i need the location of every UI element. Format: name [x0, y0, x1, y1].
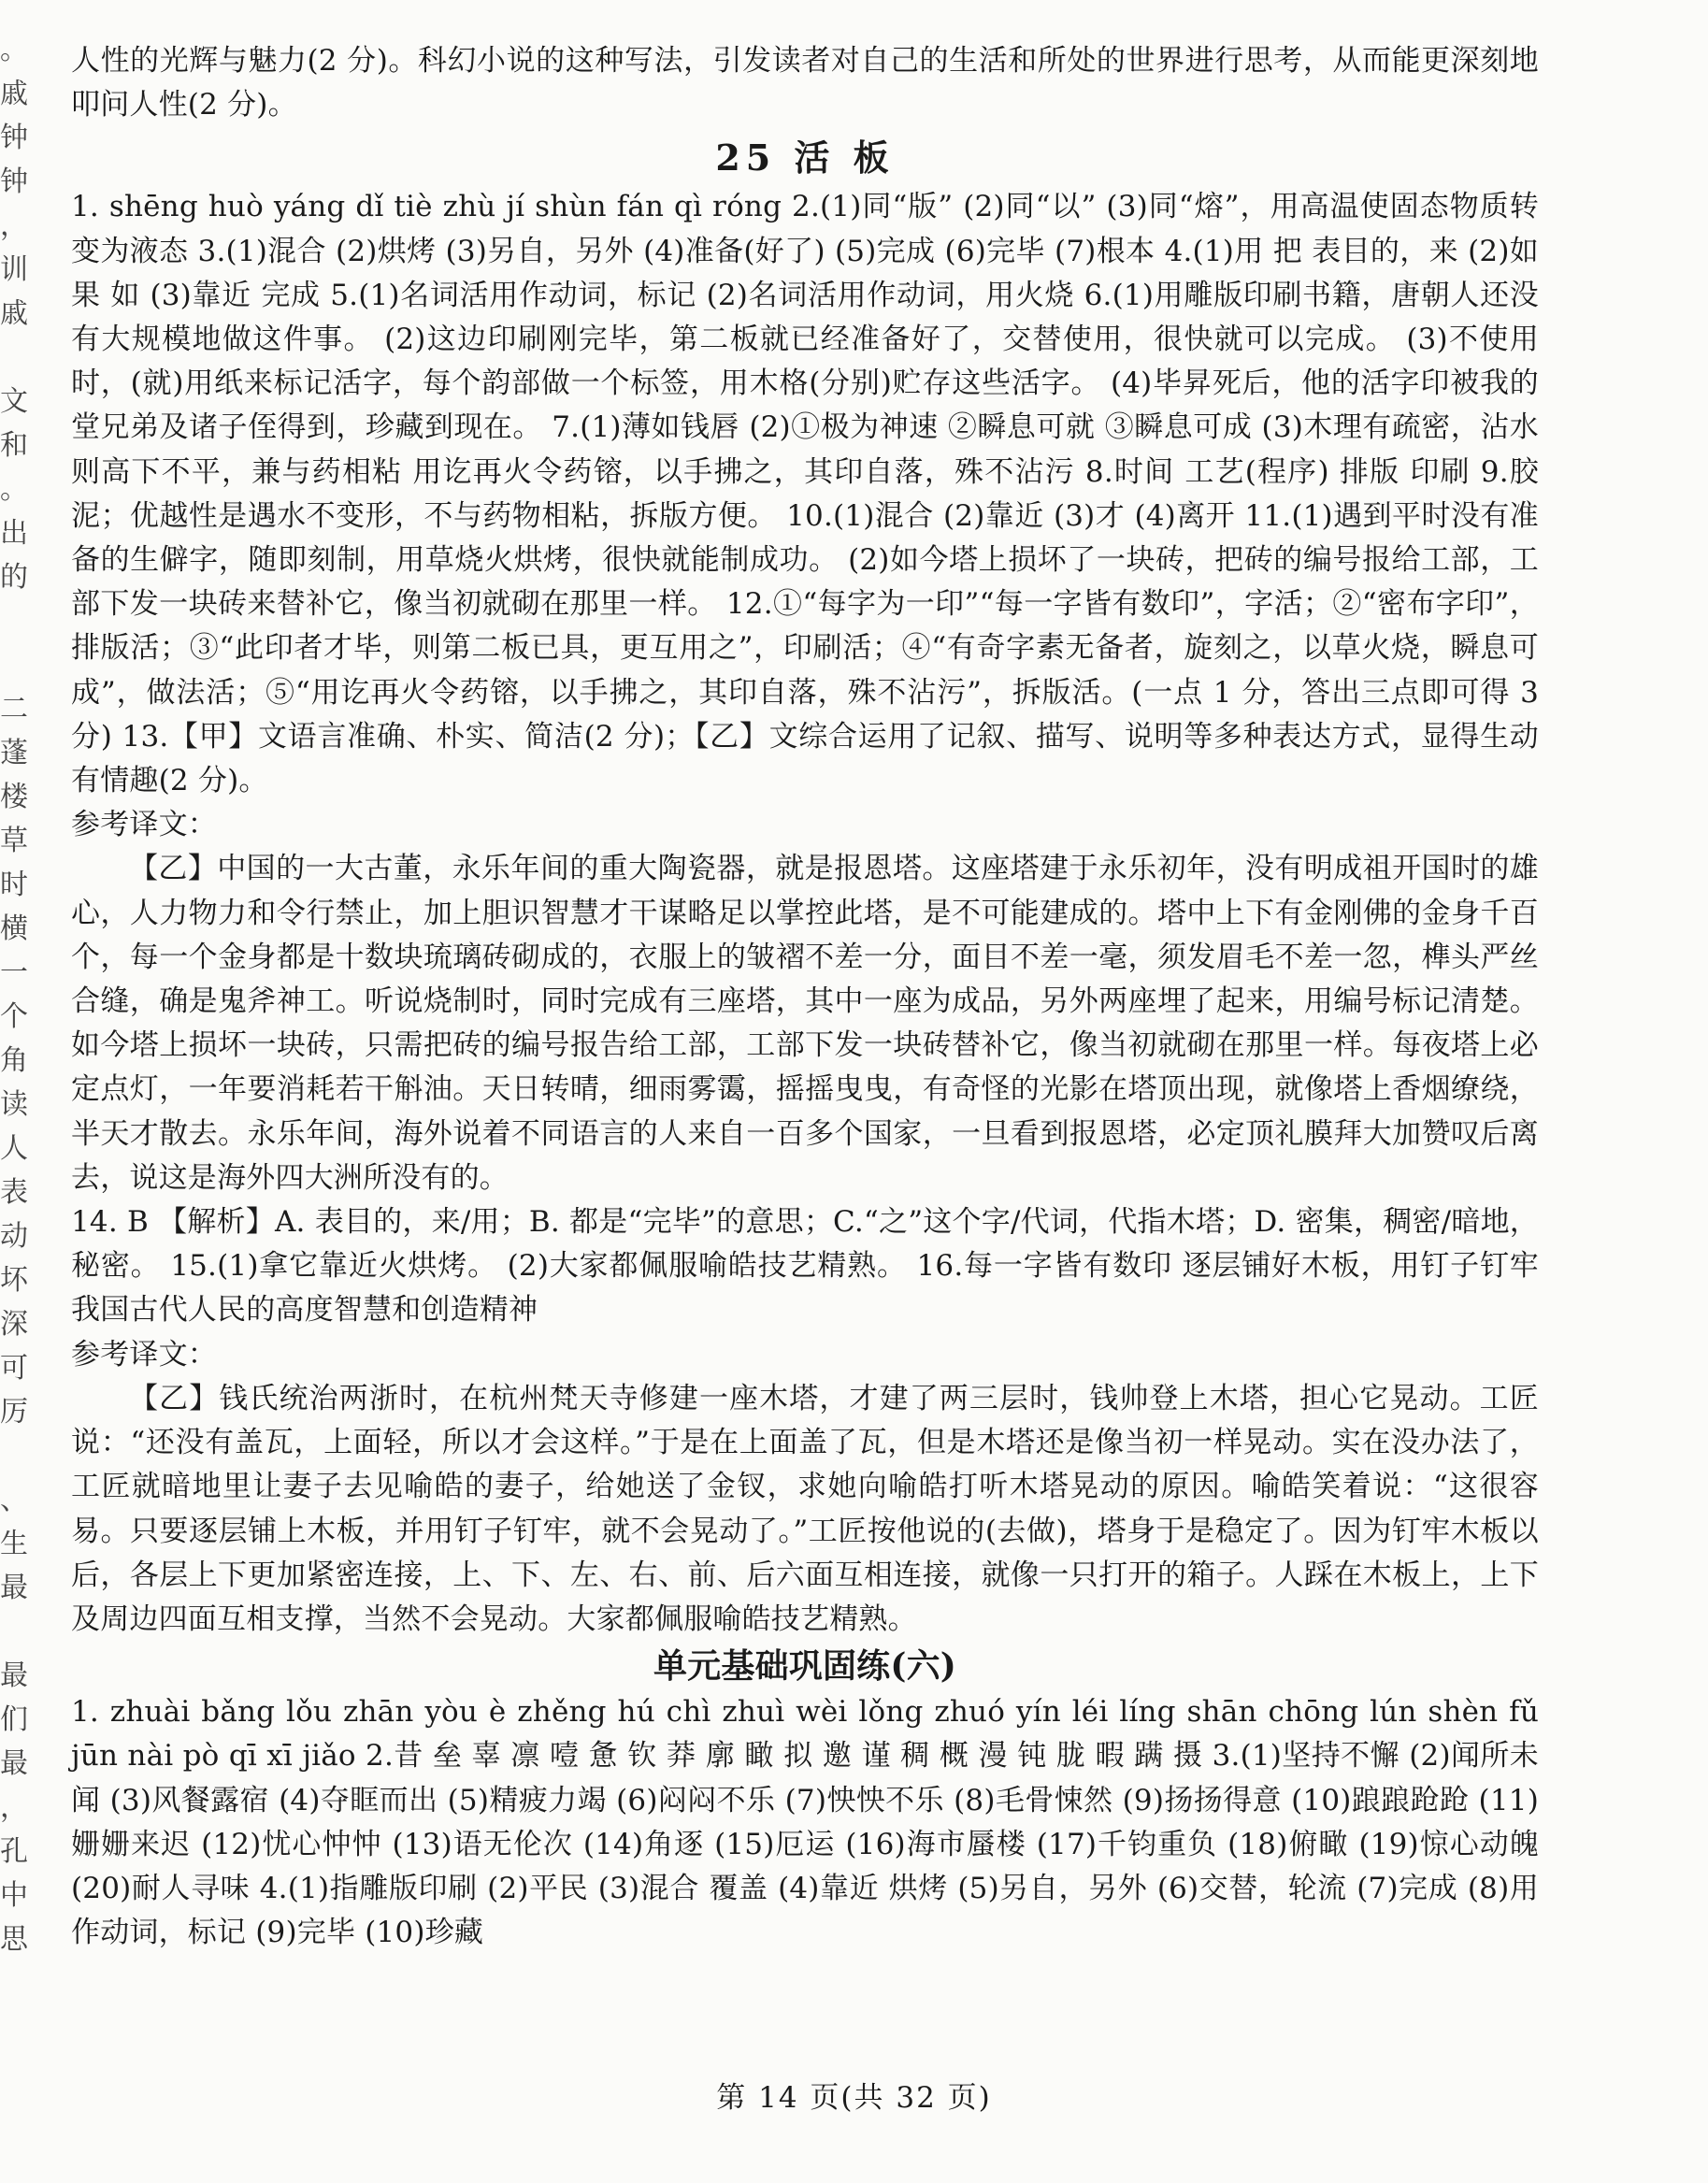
margin-fragment [0, 336, 24, 380]
margin-fragment [0, 1610, 24, 1654]
margin-fragment [0, 643, 24, 687]
margin-fragment: 横 [0, 912, 28, 945]
margin-fragment: 个 [0, 1000, 28, 1033]
margin-fragment: 钟 [0, 122, 28, 154]
margin-fragment: 和 [0, 429, 28, 462]
margin-fragment: ， [0, 209, 28, 242]
margin-fragment: 厉 [0, 1396, 28, 1429]
margin-fragment: 出 [0, 517, 28, 550]
margin-fragment: 训 [0, 253, 28, 286]
section-25-title: 25 活 板 [715, 136, 895, 180]
margin-fragment: 二 [0, 693, 28, 725]
translation-label-1: 参考译文： [71, 808, 217, 842]
margin-fragment: 最 [0, 1572, 28, 1604]
margin-fragment: 蓬 [0, 737, 28, 769]
margin-fragment: 表 [0, 1176, 28, 1209]
margin-fragment: 。 [0, 473, 28, 506]
margin-fragment: 楼 [0, 781, 28, 813]
margin-fragment: 可 [0, 1352, 28, 1385]
margin-fragment: 戚 [0, 78, 28, 110]
section-25-answers-14-16: 14. B 【解析】A. 表目的，来/用；B. 都是“完毕”的意思；C.“之”这个字/代词，代指木塔；D. 密集，稠密/暗地，秘密。 15.(1)拿它靠近火烘烤。 (2)大家都佩服喻皓技艺精熟。 16.每一字皆有数印 逐层铺好木板，用钉子钉牢 我国古代人民的高度智慧和创造精神 [71, 1205, 1539, 1328]
unit-6-title: 单元基础巩固练(六) [653, 1646, 957, 1687]
margin-fragment: 动 [0, 1220, 28, 1253]
margin-fragment: 草 [0, 825, 28, 857]
margin-fragment: 中 [0, 1879, 28, 1912]
margin-fragment: 一 [0, 956, 28, 989]
translation-1: 【乙】中国的一大古董，永乐年间的重大陶瓷器，就是报恩塔。这座塔建于永乐初年，没有明成祖开国时的雄心，人力物力和令行禁止，加上胆识智慧才干谋略足以掌控此塔，是不可能建成的。塔中上下有金刚佛的金身千百个，每一个金身都是十数块琉璃砖砌成的，衣服上的皱褶不差一分，面目不差一毫，须发眉毛不差一忽，榫头严丝合缝，确是鬼斧神工。听说烧制时，同时完成有三座塔，其中一座为成品，另外两座埋了起来，用编号标记清楚。如今塔上损坏一块砖，只需把砖的编号报告给工部，工部下发一块砖替补它，像当初就砌在那里一样。每夜塔上必定点灯，一年要消耗若干斛油。天日转晴，细雨雾霭，摇摇曳曳，有奇怪的光影在塔顶出现，就像塔上香烟缭绕，半天才散去。永乐年间，海外说着不同语言的人来自一百多个国家，一旦看到报恩塔，必定顶礼膜拜大加赞叹后离去，说这是海外四大洲所没有的。 [71, 852, 1539, 1195]
margin-fragment: 最 [0, 1747, 28, 1780]
page-footer: 第 14 页(共 32 页) [716, 2081, 992, 2115]
margin-fragment: 时 [0, 869, 28, 901]
margin-fragment: 。 [0, 34, 28, 66]
margin-fragment: 孔 [0, 1835, 28, 1868]
margin-fragment: 的 [0, 561, 28, 594]
margin-fragment: 文 [0, 385, 28, 418]
margin-fragment: 角 [0, 1044, 28, 1077]
margin-fragment: 思 [0, 1923, 28, 1956]
translation-2: 【乙】钱氏统治两浙时，在杭州梵天寺修建一座木塔，才建了两三层时，钱帅登上木塔，担心它晃动。工匠说：“还没有盖瓦，上面轻，所以才会这样。”于是在上面盖了瓦，但是木塔还是像当初一样晃动。实在没办法了，工匠就暗地里让妻子去见喻皓的妻子，给她送了金钗，求她向喻皓打听木塔晃动的原因。喻皓笑着说：“这很容易。只要逐层铺上木板，并用钉子钉牢，就不会晃动了。”工匠按他说的(去做)，塔身于是稳定了。因为钉牢木板以后，各层上下更加紧密连接，上、下、左、右、前、后六面互相连接，就像一只打开的箱子。人踩在木板上，上下及周边四面互相支撑，当然不会晃动。大家都佩服喻皓技艺精熟。 [71, 1381, 1539, 1636]
margin-fragment [0, 599, 24, 643]
margin-fragment: 钟 [0, 165, 28, 198]
margin-fragment [0, 1434, 24, 1478]
margin-fragment: 深 [0, 1308, 28, 1341]
margin-fragment: 们 [0, 1703, 28, 1736]
unit-6-answers: 1. zhuài bǎng lǒu zhān yòu è zhěng hú chì zhuì wèi lǒng zhuó yín léi líng shān chōng lún shèn fǔ jūn nài pò qī xī jiǎo 2.昔 垒 辜 凛 噎 惫 钦 莽 廓 瞰 拟 邀 谨 稠 概 漫 钝 胧 暇 蹒 摄 3.(1)坚持不懈 (2)闻所未闻 (3)风餐露宿 (4)夺眶而出 (5)精疲力竭 (6)闷闷不乐 (7)怏怏不乐 (8)毛骨悚然 (9)扬扬得意 (10)踉踉跄跄 (11)姗姗来迟 (12)忧心忡忡 (13)语无伦次 (14)角逐 (15)厄运 (16)海市蜃楼 (17)千钧重负 (18)俯瞰 (19)惊心动魄 (20)耐人寻味 4.(1)指雕版印刷 (2)平民 (3)混合 覆盖 (4)靠近 烘烤 (5)另自，另外 (6)交替，轮流 (7)完成 (8)用作动词，标记 (9)完毕 (10)珍藏 [71, 1695, 1539, 1950]
margin-fragment: 最 [0, 1659, 28, 1692]
left-margin-fragments [0, 28, 28, 1961]
margin-fragment: ， [0, 1791, 28, 1824]
margin-fragment: 坏 [0, 1264, 28, 1297]
page-content [71, 39, 1539, 1955]
margin-fragment: 人 [0, 1132, 28, 1165]
margin-fragment: 读 [0, 1088, 28, 1121]
margin-fragment: 、 [0, 1484, 28, 1516]
margin-fragment: 生 [0, 1528, 28, 1560]
intro-paragraph: 人性的光辉与魅力(2 分)。科幻小说的这种写法，引发读者对自己的生活和所处的世界进行思考，从而能更深刻地叩问人性(2 分)。 [71, 44, 1539, 122]
margin-fragment: 戚 [0, 297, 28, 330]
section-25-answers-1-13: 1. shēng huò yáng dǐ tiè zhù jí shùn fán qì róng 2.(1)同“版” (2)同“以” (3)同“熔”，用高温使固态物质转变为液态 3.(1)混合 (2)烘烤 (3)另自，另外 (4)准备(好了) (5)完成 (6)完毕 (7)根本 4.(1)用 把 表目的，来 (2)如果 如 (3)靠近 完成 5.(1)名词活用作动词，标记 (2)名词活用作动词，用火烧 6.(1)用雕版印刷书籍，唐朝人还没有大规模地做这件事。 (2)这边印刷刚完毕，第二板就已经准备好了，交替使用，很快就可以完成。 (3)不使用时，(就)用纸来标记活字，每个韵部做一个标签，用木格(分别)贮存这些活字。 (4)毕昇死后，他的活字印被我的堂兄弟及诸子侄得到，珍藏到现在。 7.(1)薄如钱唇 (2)①极为神速 ②瞬息可就 ③瞬息可成 (3)木理有疏密，沾水则高下不平，兼与药相粘 用讫再火令药镕，以手拂之，其印自落，殊不沾污 8.时间 工艺(程序) 排版 印刷 9.胶泥；优越性是遇水不变形，不与药物相粘，拆版方便。 10.(1)混合 (2)靠近 (3)才 (4)离开 11.(1)遇到平时没有准备的生僻字，随即刻制，用草烧火烘烤，很快就能制成功。 (2)如今塔上损坏了一块砖，把砖的编号报给工部，工部下发一块砖来替补它，像当初就砌在那里一样。 12.①“每字为一印”“每一字皆有数印”，字活；②“密布字印”，排版活；③“此印者才毕，则第二板已具，更互用之”，印刷活；④“有奇字素无备者，旋刻之，以草火烧，瞬息可成”，做法活；⑤“用讫再火令药镕，以手拂之，其印自落，殊不沾污”，拆版活。(一点 1 分，答出三点即可得 3 分) 13.【甲】文语言准确、朴实、简洁(2 分)；【乙】文综合运用了记叙、描写、说明等多种表达方式，显得生动有情趣(2 分)。 [71, 190, 1539, 798]
translation-label-2: 参考译文： [71, 1337, 217, 1372]
